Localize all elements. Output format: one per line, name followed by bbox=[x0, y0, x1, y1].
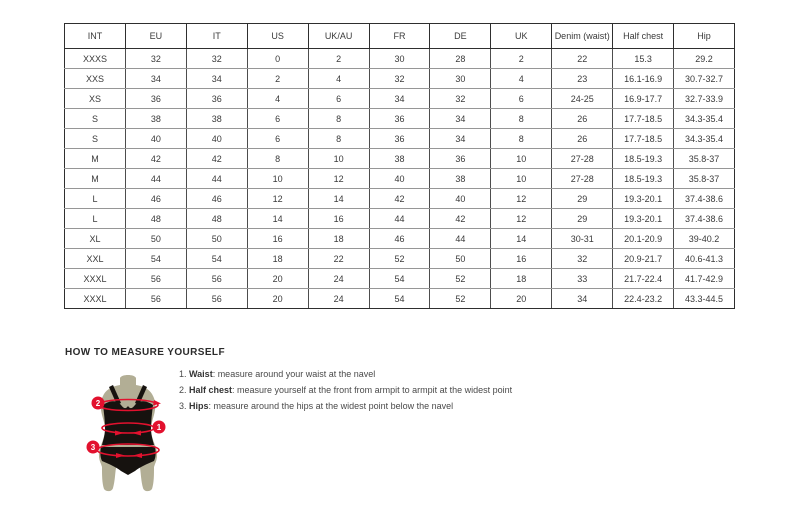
table-cell: 50 bbox=[430, 249, 491, 269]
table-cell: 24-25 bbox=[552, 89, 613, 109]
table-cell: 32 bbox=[430, 89, 491, 109]
table-cell: 29.2 bbox=[674, 49, 735, 69]
table-cell: 40.6-41.3 bbox=[674, 249, 735, 269]
table-row bbox=[65, 189, 735, 209]
table-cell: 44 bbox=[186, 169, 247, 189]
table-cell: 10 bbox=[491, 149, 552, 169]
table-cell: 8 bbox=[491, 109, 552, 129]
table-cell: 29 bbox=[552, 209, 613, 229]
table-cell: 18 bbox=[308, 229, 369, 249]
table-cell: 6 bbox=[491, 89, 552, 109]
table-cell: 16.9-17.7 bbox=[613, 89, 674, 109]
table-cell: 22 bbox=[552, 49, 613, 69]
table-cell: XXXS bbox=[65, 49, 126, 69]
table-cell: 8 bbox=[247, 149, 308, 169]
table-cell: S bbox=[65, 129, 126, 149]
table-cell: XXL bbox=[65, 249, 126, 269]
table-cell: 42 bbox=[186, 149, 247, 169]
table-cell: 44 bbox=[430, 229, 491, 249]
table-cell: 16 bbox=[308, 209, 369, 229]
table-cell: 43.3-44.5 bbox=[674, 289, 735, 309]
table-cell: 56 bbox=[125, 289, 186, 309]
table-cell: 8 bbox=[491, 129, 552, 149]
table-cell: 4 bbox=[247, 89, 308, 109]
table-cell: XXXL bbox=[65, 289, 126, 309]
table-row bbox=[65, 129, 735, 149]
table-cell: 36 bbox=[125, 89, 186, 109]
table-cell: 50 bbox=[125, 229, 186, 249]
table-cell: 32 bbox=[369, 69, 430, 89]
table-row bbox=[65, 49, 735, 69]
table-cell: 38 bbox=[430, 169, 491, 189]
table-cell: 20 bbox=[247, 289, 308, 309]
column-header: EU bbox=[125, 24, 186, 49]
column-header: Denim (waist) bbox=[552, 24, 613, 49]
table-cell: 24 bbox=[308, 269, 369, 289]
table-cell: L bbox=[65, 209, 126, 229]
table-cell: 34.3-35.4 bbox=[674, 109, 735, 129]
table-cell: 18 bbox=[491, 269, 552, 289]
table-cell: 16 bbox=[491, 249, 552, 269]
table-row bbox=[65, 149, 735, 169]
table-cell: L bbox=[65, 189, 126, 209]
table-cell: 14 bbox=[308, 189, 369, 209]
table-cell: 36 bbox=[186, 89, 247, 109]
table-cell: 54 bbox=[369, 269, 430, 289]
table-cell: 4 bbox=[491, 69, 552, 89]
table-cell: 4 bbox=[308, 69, 369, 89]
table-cell: 10 bbox=[491, 169, 552, 189]
mannequin-illustration bbox=[80, 371, 176, 497]
table-cell: 44 bbox=[369, 209, 430, 229]
table-cell: 52 bbox=[430, 289, 491, 309]
table-cell: 27-28 bbox=[552, 149, 613, 169]
column-header: Half chest bbox=[613, 24, 674, 49]
measure-step-text: : measure around your waist at the navel bbox=[212, 369, 376, 379]
table-cell: 46 bbox=[125, 189, 186, 209]
table-cell: 2 bbox=[308, 49, 369, 69]
table-cell: 14 bbox=[491, 229, 552, 249]
table-cell: S bbox=[65, 109, 126, 129]
table-cell: 2 bbox=[247, 69, 308, 89]
table-cell: 32 bbox=[552, 249, 613, 269]
chest-badge-number: 2 bbox=[95, 399, 101, 408]
measure-step-text: : measure yourself at the front from armpit to armpit at the widest point bbox=[232, 385, 513, 395]
size-chart-header-row bbox=[65, 24, 735, 49]
table-cell: 48 bbox=[125, 209, 186, 229]
table-cell: 30 bbox=[369, 49, 430, 69]
measure-step-label: Half chest bbox=[189, 385, 233, 395]
table-cell: 56 bbox=[125, 269, 186, 289]
table-cell: 17.7-18.5 bbox=[613, 109, 674, 129]
column-header: IT bbox=[186, 24, 247, 49]
table-row bbox=[65, 229, 735, 249]
measure-guide-heading: HOW TO MEASURE YOURSELF bbox=[65, 347, 225, 358]
table-cell: XXXL bbox=[65, 269, 126, 289]
table-cell: 52 bbox=[369, 249, 430, 269]
measure-step-number: 1. bbox=[179, 369, 190, 379]
measure-step-text: : measure around the hips at the widest point below the navel bbox=[208, 401, 454, 411]
table-cell: 54 bbox=[369, 289, 430, 309]
table-cell: 46 bbox=[186, 189, 247, 209]
table-cell: 40 bbox=[125, 129, 186, 149]
table-cell: 8 bbox=[308, 109, 369, 129]
column-header: DE bbox=[430, 24, 491, 49]
table-cell: 39-40.2 bbox=[674, 229, 735, 249]
size-chart-table bbox=[64, 23, 735, 309]
table-cell: 38 bbox=[125, 109, 186, 129]
table-cell: 8 bbox=[308, 129, 369, 149]
table-cell: 38 bbox=[186, 109, 247, 129]
table-cell: 34 bbox=[430, 109, 491, 129]
measure-steps bbox=[179, 369, 512, 417]
table-cell: 16.1-16.9 bbox=[613, 69, 674, 89]
table-cell: 22 bbox=[308, 249, 369, 269]
table-cell: 6 bbox=[247, 129, 308, 149]
table-cell: 30-31 bbox=[552, 229, 613, 249]
table-row bbox=[65, 209, 735, 229]
table-cell: M bbox=[65, 169, 126, 189]
table-cell: 54 bbox=[186, 249, 247, 269]
table-cell: 40 bbox=[430, 189, 491, 209]
table-cell: 23 bbox=[552, 69, 613, 89]
table-cell: 42 bbox=[125, 149, 186, 169]
table-cell: 36 bbox=[369, 109, 430, 129]
table-cell: 18.5-19.3 bbox=[613, 169, 674, 189]
table-cell: 20 bbox=[491, 289, 552, 309]
table-cell: 40 bbox=[186, 129, 247, 149]
table-cell: 12 bbox=[491, 189, 552, 209]
table-cell: 46 bbox=[369, 229, 430, 249]
table-row bbox=[65, 109, 735, 129]
table-cell: 34.3-35.4 bbox=[674, 129, 735, 149]
table-cell: 30 bbox=[430, 69, 491, 89]
table-cell: 34 bbox=[552, 289, 613, 309]
table-cell: 32 bbox=[125, 49, 186, 69]
size-chart-body bbox=[65, 49, 735, 309]
table-cell: 20.9-21.7 bbox=[613, 249, 674, 269]
table-cell: 18 bbox=[247, 249, 308, 269]
hips-badge-number: 3 bbox=[90, 443, 96, 452]
table-cell: 21.7-22.4 bbox=[613, 269, 674, 289]
table-cell: 6 bbox=[308, 89, 369, 109]
table-cell: 12 bbox=[308, 169, 369, 189]
table-cell: XS bbox=[65, 89, 126, 109]
table-row bbox=[65, 289, 735, 309]
column-header: US bbox=[247, 24, 308, 49]
table-cell: XL bbox=[65, 229, 126, 249]
table-row bbox=[65, 169, 735, 189]
table-cell: 34 bbox=[430, 129, 491, 149]
column-header: INT bbox=[65, 24, 126, 49]
table-cell: 56 bbox=[186, 269, 247, 289]
table-cell: 52 bbox=[430, 269, 491, 289]
table-cell: 26 bbox=[552, 129, 613, 149]
table-cell: 19.3-20.1 bbox=[613, 209, 674, 229]
chest-badge bbox=[92, 397, 105, 410]
measurement-figure-icon bbox=[80, 371, 176, 497]
waist-badge bbox=[153, 421, 166, 434]
table-cell: 35.8-37 bbox=[674, 169, 735, 189]
table-cell: 41.7-42.9 bbox=[674, 269, 735, 289]
column-header: FR bbox=[369, 24, 430, 49]
table-cell: 14 bbox=[247, 209, 308, 229]
table-cell: 34 bbox=[125, 69, 186, 89]
measure-step-number: 2. bbox=[179, 385, 190, 395]
table-cell: 19.3-20.1 bbox=[613, 189, 674, 209]
table-cell: 34 bbox=[369, 89, 430, 109]
table-cell: 30.7-32.7 bbox=[674, 69, 735, 89]
table-cell: 35.8-37 bbox=[674, 149, 735, 169]
table-row bbox=[65, 249, 735, 269]
table-cell: 0 bbox=[247, 49, 308, 69]
table-cell: 28 bbox=[430, 49, 491, 69]
table-cell: 54 bbox=[125, 249, 186, 269]
table-cell: 15.3 bbox=[613, 49, 674, 69]
table-cell: 20 bbox=[247, 269, 308, 289]
table-row bbox=[65, 89, 735, 109]
table-cell: 16 bbox=[247, 229, 308, 249]
column-header: UK bbox=[491, 24, 552, 49]
waist-badge-number: 1 bbox=[156, 423, 162, 432]
measure-step-number: 3. bbox=[179, 401, 190, 411]
table-cell: 10 bbox=[308, 149, 369, 169]
table-cell: 37.4-38.6 bbox=[674, 189, 735, 209]
table-cell: 32 bbox=[186, 49, 247, 69]
size-chart-head bbox=[65, 24, 735, 49]
table-cell: 18.5-19.3 bbox=[613, 149, 674, 169]
table-cell: 12 bbox=[247, 189, 308, 209]
table-cell: 40 bbox=[369, 169, 430, 189]
table-cell: 56 bbox=[186, 289, 247, 309]
chest-measure-arrow bbox=[153, 400, 161, 406]
hips-badge bbox=[87, 441, 100, 454]
table-cell: 12 bbox=[491, 209, 552, 229]
table-cell: 36 bbox=[430, 149, 491, 169]
column-header: Hip bbox=[674, 24, 735, 49]
table-cell: 37.4-38.6 bbox=[674, 209, 735, 229]
table-cell: 10 bbox=[247, 169, 308, 189]
table-cell: 29 bbox=[552, 189, 613, 209]
table-cell: 22.4-23.2 bbox=[613, 289, 674, 309]
table-cell: 17.7-18.5 bbox=[613, 129, 674, 149]
table-cell: 44 bbox=[125, 169, 186, 189]
measure-step-label: Hips bbox=[189, 401, 209, 411]
table-cell: 42 bbox=[430, 209, 491, 229]
table-cell: 24 bbox=[308, 289, 369, 309]
measure-step-label: Waist bbox=[189, 369, 213, 379]
table-cell: 26 bbox=[552, 109, 613, 129]
table-cell: 42 bbox=[369, 189, 430, 209]
table-row bbox=[65, 69, 735, 89]
table-cell: 34 bbox=[186, 69, 247, 89]
table-cell: 32.7-33.9 bbox=[674, 89, 735, 109]
table-cell: 33 bbox=[552, 269, 613, 289]
table-cell: XXS bbox=[65, 69, 126, 89]
table-cell: 2 bbox=[491, 49, 552, 69]
table-cell: 20.1-20.9 bbox=[613, 229, 674, 249]
column-header: UK/AU bbox=[308, 24, 369, 49]
table-cell: M bbox=[65, 149, 126, 169]
table-cell: 6 bbox=[247, 109, 308, 129]
table-cell: 50 bbox=[186, 229, 247, 249]
measure-step bbox=[179, 401, 512, 411]
table-row bbox=[65, 269, 735, 289]
table-cell: 38 bbox=[369, 149, 430, 169]
table-cell: 27-28 bbox=[552, 169, 613, 189]
table-cell: 36 bbox=[369, 129, 430, 149]
measure-step bbox=[179, 369, 512, 379]
table-cell: 48 bbox=[186, 209, 247, 229]
measure-step bbox=[179, 385, 512, 395]
